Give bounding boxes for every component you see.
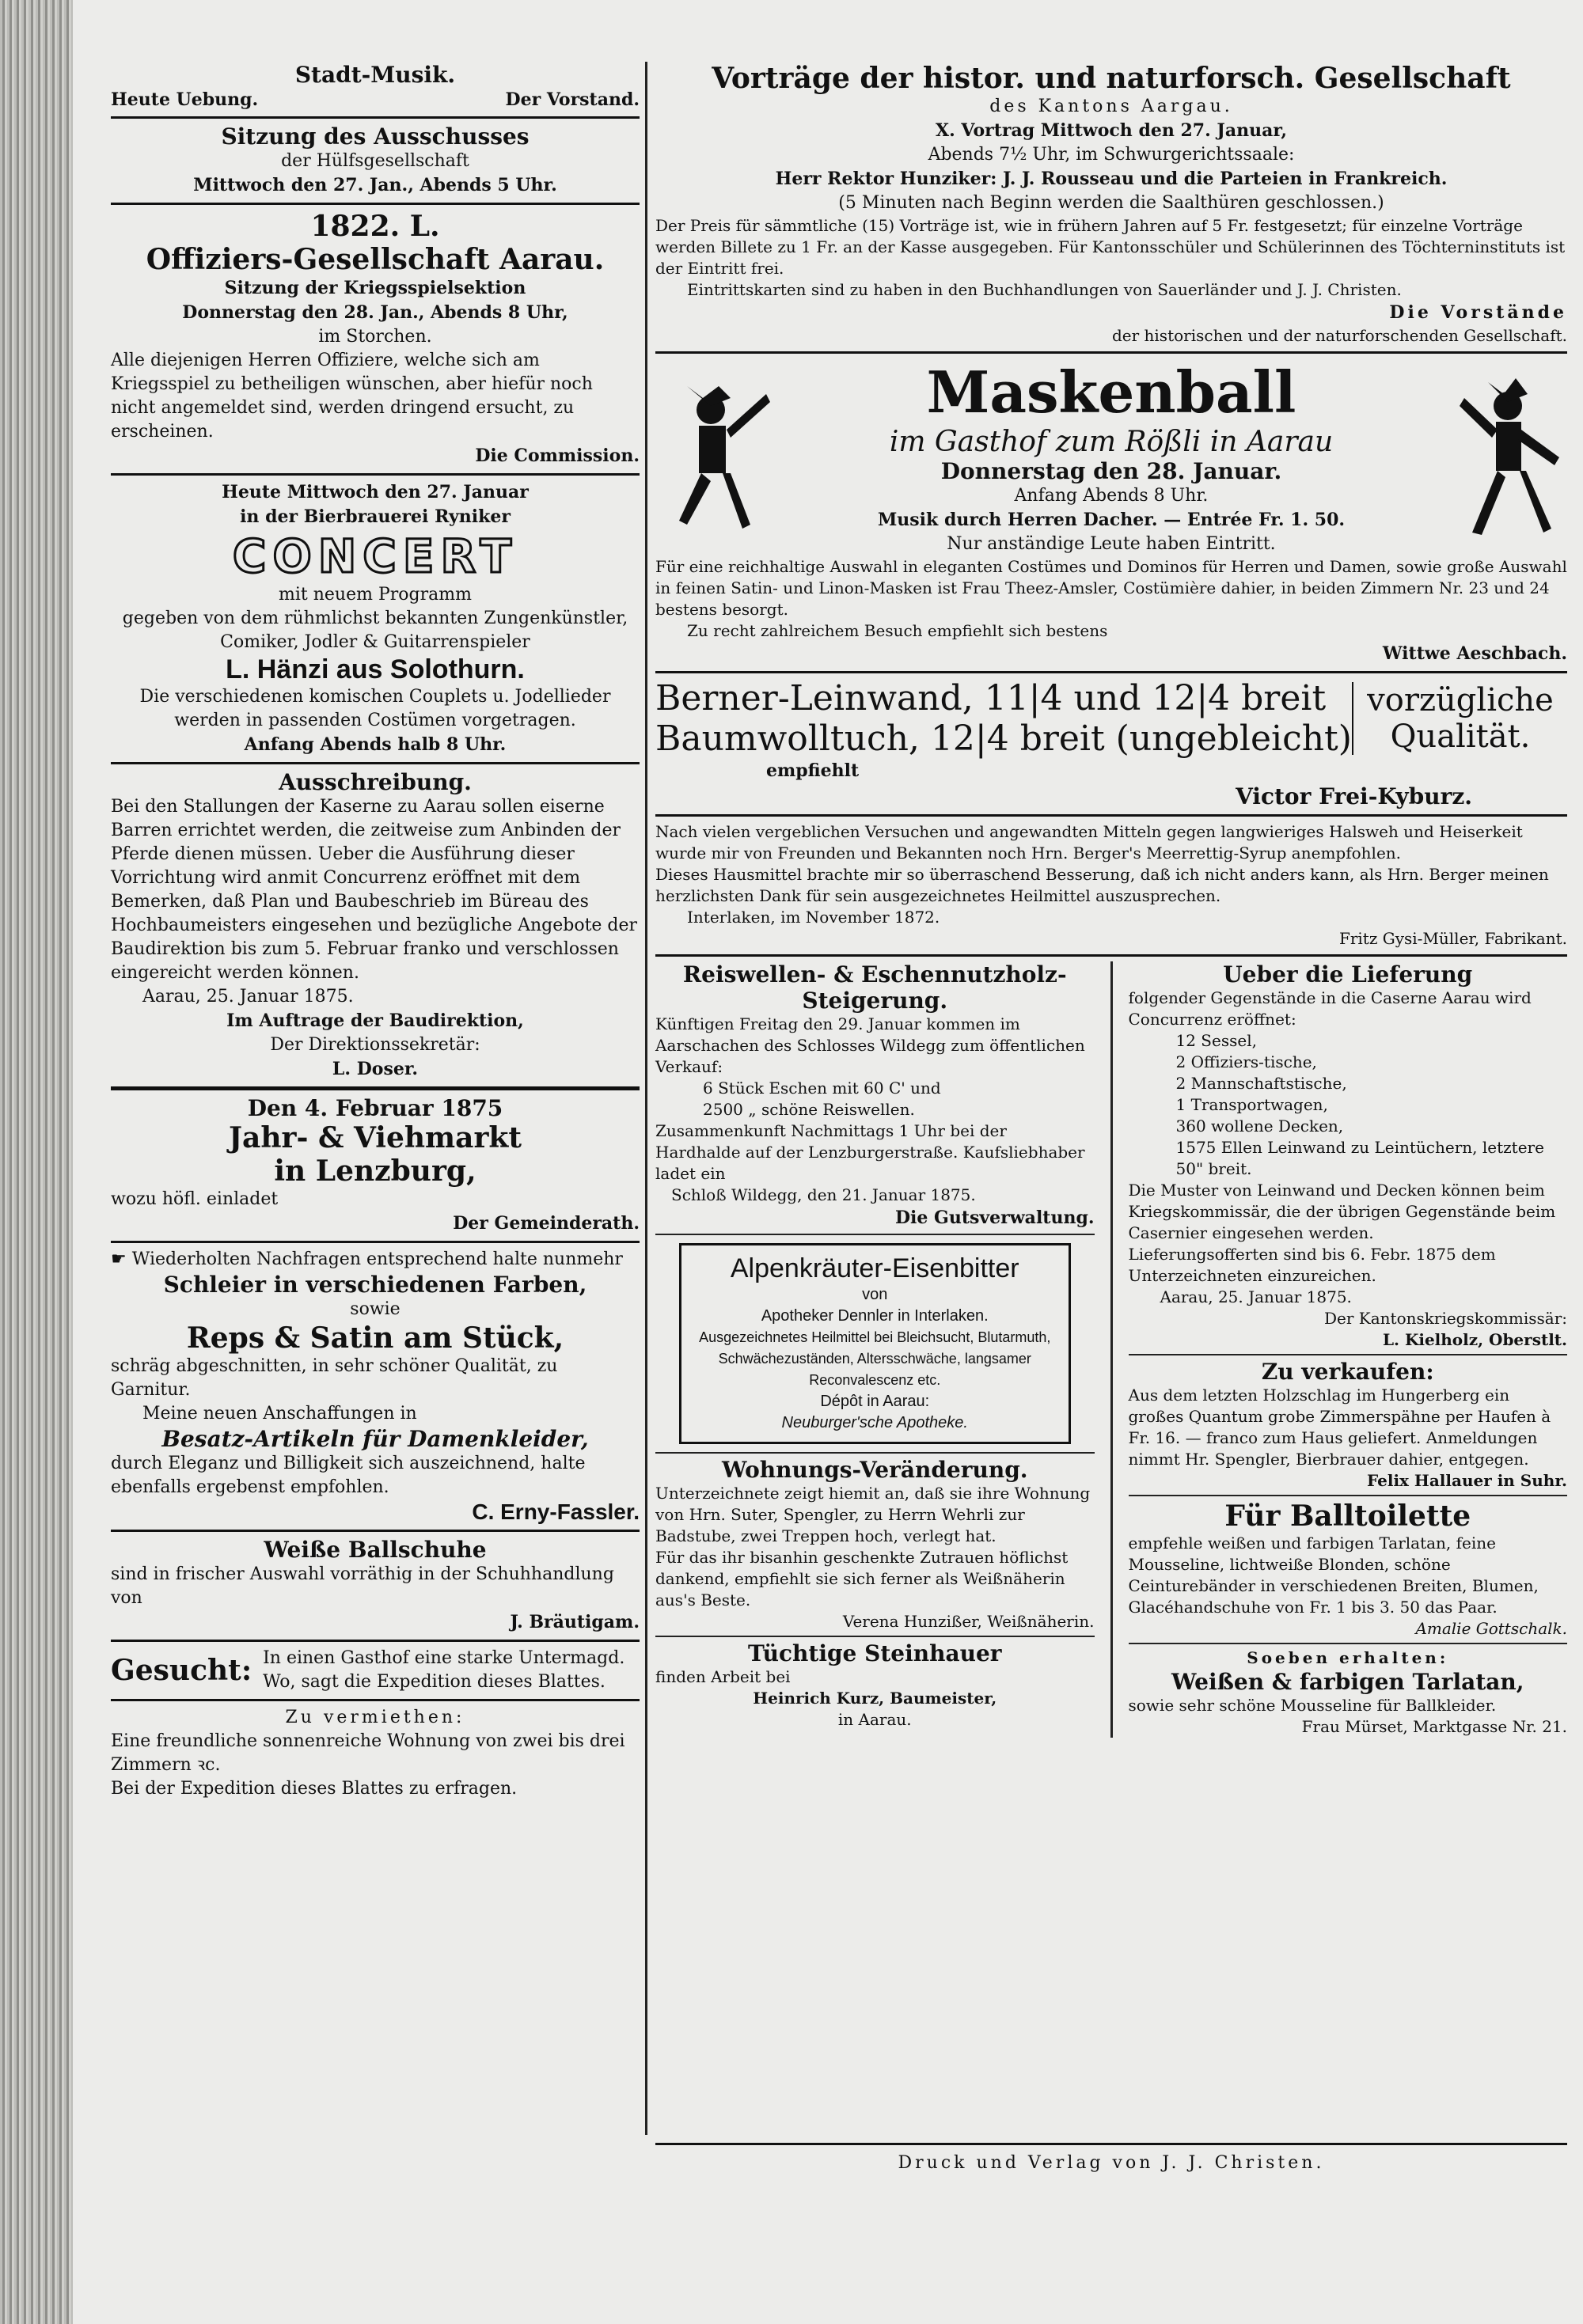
- ad-alpenkraeuter: [679, 1243, 1071, 1444]
- ad-date: Mittwoch den 27. Jan., Abends 5 Uhr.: [193, 175, 557, 195]
- ad-body: Künftigen Freitag den 29. Januar kommen im Aarschachen des Schlosses Wildegg zum öffentlichen Verkauf:: [655, 1014, 1085, 1076]
- ad-body: Alle diejenigen Herren Offiziere, welche sich am Kriegsspiel zu betheiligen wünschen, aber hiefür noch nicht angemeldet sind, werden dringend ersucht, zu erscheinen.: [111, 351, 593, 442]
- ad-body: Nach vielen vergeblichen Versuchen und angewandten Mitteln gegen langwieriges Halsweh und Heiserkeit wurde mir von Freunden und Bekannten noch Hrn. Berger's Meerrettig-Syrup anempfohlen.: [655, 822, 1523, 862]
- ad-leinwand: [655, 678, 1567, 809]
- ad-text: Der Kantonskriegskommissär:: [1324, 1309, 1567, 1328]
- ad-item: 2 Offiziers-tische,: [1175, 1052, 1317, 1071]
- ad-subtitle: Sitzung der Kriegsspielsektion: [224, 278, 526, 298]
- ad-body: Bei den Stallungen der Kaserne zu Aarau sollen eiserne Barren errichtet werden, die zeitweise zum Anbinden der Pferde dienen müssen. Ueber die Ausführung dieser Vorrichtung wird anmit Concurrenz eröffnet mit dem Bemerken, daß Plan und Baubeschrieb im Büreau des Hochbaumeisters eingesehen und bezügliche Angebote der Baudirektion bis zum 5. Februar franko und verschlossen eingereicht werden können.: [111, 797, 638, 983]
- ad-text: Dépôt in Aarau:: [820, 1393, 930, 1410]
- ad-sitzung: [111, 123, 640, 198]
- ad-title: Zu verkaufen:: [1261, 1359, 1434, 1385]
- ad-item: 360 wollene Decken,: [1175, 1117, 1344, 1135]
- ad-text: Abends 7½ Uhr, im Schwurgerichtssaale:: [928, 145, 1295, 165]
- ad-date: Den 4. Februar 1875: [247, 1095, 503, 1121]
- ad-stadt-musik: [111, 62, 640, 112]
- ad-text: durch Eleganz und Billigkeit sich auszeichnend, halte ebenfalls ergebenst empfohlen.: [111, 1454, 586, 1497]
- ad-text: schräg abgeschnitten, in sehr schöner Qualität, zu Garnitur.: [111, 1356, 558, 1400]
- ad-date: Interlaken, im November 1872.: [687, 908, 940, 927]
- ad-text: Bei der Expedition dieses Blattes zu erfragen.: [111, 1779, 518, 1799]
- ad-syrup: [655, 821, 1567, 950]
- ad-tarlatan: [1129, 1647, 1568, 1738]
- right-subcol-left: [655, 961, 1095, 1738]
- ad-text: Im Auftrage der Baudirektion,: [226, 1010, 524, 1031]
- subcolumn-divider: [1110, 961, 1113, 1738]
- ad-text: Heute Uebung.: [111, 89, 259, 110]
- ad-text: Neuburger'sche Apotheke.: [781, 1414, 968, 1431]
- ad-signature: J. Bräutigam.: [510, 1612, 640, 1632]
- ad-title: Zu vermiethen:: [285, 1708, 465, 1727]
- ad-title: Jahr- & Viehmarkt: [228, 1121, 522, 1154]
- ad-item: 2500 „ schöne Reiswellen.: [703, 1100, 915, 1119]
- ad-location: in der Bierbrauerei Ryniker: [240, 506, 511, 527]
- ad-signature: L. Doser.: [332, 1059, 419, 1079]
- ad-body: Der Preis für sämmtliche (15) Vorträge ist, wie in frühern Jahren auf 5 Fr. festgesetzt; für einzelne Vorträge werden Billete zu 1 Fr. an der Kasse ausgegeben. Für Kantonsschüler und Schülerinnen des Töchterninstituts ist der Eintritt frei.: [655, 216, 1566, 278]
- ad-title: Berner-Leinwand, 11|4 und 12|4 breit: [655, 678, 1327, 718]
- ad-subtitle: des Kantons Aargau.: [989, 97, 1233, 116]
- ad-location: in Aarau.: [837, 1710, 912, 1729]
- ad-vermiethen: [111, 1706, 640, 1801]
- ad-text: Wiederholten Nachfragen entsprechend halte nunmehr: [131, 1249, 623, 1269]
- ad-text: finden Arbeit bei: [655, 1667, 791, 1686]
- ad-title: Ausschreibung.: [279, 769, 472, 795]
- ad-text: Nur anständige Leute haben Eintritt.: [947, 534, 1276, 554]
- ad-balltoilette: [1129, 1499, 1568, 1640]
- ad-text: Musik durch Herren Dacher. — Entrée Fr. 1. 50.: [877, 510, 1346, 530]
- ad-time: Anfang Abends halb 8 Uhr.: [244, 734, 507, 755]
- ad-quality-note: vorzügliche Qualität.: [1352, 682, 1567, 755]
- ad-text: mit neuem Programm: [279, 585, 472, 605]
- ad-body: Die verschiedenen komischen Couplets u. Jodellieder werden in passenden Costümen vorgetragen.: [139, 687, 611, 730]
- ad-time: Anfang Abends 8 Uhr.: [1014, 486, 1209, 506]
- ad-text: Eintrittskarten sind zu haben in den Buchhandlungen von Sauerländer und J. J. Christen.: [687, 280, 1402, 299]
- performer-name: L. Hänzi aus Solothurn.: [226, 654, 525, 684]
- ad-date: X. Vortrag Mittwoch den 27. Januar,: [936, 120, 1287, 141]
- ad-location: in Lenzburg,: [274, 1154, 476, 1188]
- book-page-edges: [0, 0, 73, 2324]
- ad-text: Apotheker Dennler in Interlaken.: [761, 1307, 989, 1325]
- ad-item: 1 Transportwagen,: [1175, 1095, 1328, 1114]
- ad-title: Besatz-Artikeln für Damenkleider,: [161, 1426, 589, 1452]
- ad-offiziers: [111, 210, 640, 468]
- right-subcol-right: [1129, 961, 1568, 1738]
- ad-location: im Storchen.: [318, 327, 432, 347]
- ad-text: der Hülfsgesellschaft: [281, 151, 469, 171]
- imprint-footer: Druck und Verlag von J. J. Christen.: [655, 2143, 1567, 2173]
- ad-title: Sitzung des Ausschusses: [221, 123, 530, 150]
- ad-code: 1822. L.: [310, 210, 440, 243]
- ad-signature: Amalie Gottschalk.: [1415, 1619, 1567, 1638]
- ad-body: Für eine reichhaltige Auswahl in eleganten Costümes und Dominos für Herren und Damen, sowie große Auswahl in feinen Satin- und Linon-Masken ist Frau Theez-Amsler, Costümière dahier, in beiden Zimmern Nr. 23 und 24 bestens besorgt.: [655, 557, 1567, 619]
- ad-signature: Victor Frei-Kyburz.: [1236, 783, 1472, 809]
- ad-verkaufen: [1129, 1359, 1568, 1492]
- ad-signature: Die Commission.: [475, 445, 640, 466]
- ad-vortraege: [655, 62, 1567, 347]
- ad-body: sowie sehr schöne Mousseline für Ballkleider.: [1128, 1696, 1497, 1715]
- ad-wohnung: [655, 1457, 1095, 1632]
- ad-steinhauer: [655, 1640, 1095, 1731]
- ad-reiswellen: [655, 961, 1095, 1230]
- ad-text: empfiehlt: [766, 760, 860, 781]
- ad-title: Maskenball: [926, 358, 1296, 426]
- right-subcolumns: [655, 961, 1567, 1738]
- ad-date: Donnerstag den 28. Januar.: [940, 458, 1282, 484]
- ad-text: sowie: [350, 1299, 400, 1319]
- ad-title: Weiße Ballschuhe: [264, 1537, 487, 1563]
- ad-signature: Der Vorstand.: [505, 89, 640, 110]
- ad-body: Die Muster von Leinwand und Decken können beim Kriegskommissär, die der übrigen Gegenstände beim Casernier eingesehen werden.: [1128, 1181, 1556, 1242]
- ad-body: Unterzeichnete zeigt hiemit an, daß sie ihre Wohnung von Hrn. Suter, Spengler, zu Herrn Wehrli zur Badstube, zwei Treppen hoch, verlegt hat.: [655, 1484, 1091, 1545]
- ad-text: von: [862, 1286, 888, 1303]
- jester-dancing-illustration: [1448, 362, 1567, 552]
- ad-title: Weißen & farbigen Tarlatan,: [1171, 1669, 1524, 1695]
- ad-date: Schloß Wildegg, den 21. Januar 1875.: [671, 1185, 976, 1204]
- ad-title: Alpenkräuter-Eisenbitter: [730, 1253, 1019, 1283]
- ad-location: im Gasthof zum Rößli in Aarau: [889, 426, 1334, 458]
- ad-signature: C. Erny-Fassler.: [472, 1499, 640, 1524]
- ad-gesucht: [111, 1647, 640, 1694]
- ad-item: 2 Mannschaftstische,: [1175, 1074, 1347, 1093]
- ad-signature-sub: der historischen und der naturforschenden Gesellschaft.: [1111, 326, 1567, 345]
- ad-body: Eine freundliche sonnenreiche Wohnung von zwei bis drei Zimmern ꝛc.: [111, 1731, 625, 1775]
- ad-text: Zu recht zahlreichem Besuch empfiehlt sich bestens: [687, 621, 1108, 640]
- ad-body: Dieses Hausmittel brachte mir so überraschend Besserung, daß ich nicht anders kann, als Hrn. Berger meinen herzlichsten Dank für sein ausgezeichnetes Heilmittel auszusprechen.: [655, 865, 1549, 905]
- ad-item: 1575 Ellen Leinwand zu Leintüchern, letztere 50" breit.: [1175, 1138, 1544, 1178]
- ad-text: Meine neuen Anschaffungen in: [142, 1404, 417, 1424]
- ad-signature: Wittwe Aeschbach.: [1382, 643, 1567, 664]
- ad-signature: Verena Hunzißer, Weißnäherin.: [842, 1612, 1095, 1631]
- ad-text: wozu höfl. einladet: [111, 1189, 279, 1209]
- ad-title: Schleier in verschiedenen Farben,: [163, 1272, 587, 1298]
- ad-signature: Die Gutsverwaltung.: [894, 1207, 1095, 1228]
- ad-date: Heute Mittwoch den 27. Januar: [222, 482, 529, 502]
- ad-signature: Die Vorstände: [1389, 302, 1567, 323]
- ad-signature: Felix Hallauer in Suhr.: [1367, 1471, 1567, 1490]
- right-column: [655, 62, 1567, 1738]
- ad-title: Für Balltoilette: [1224, 1499, 1471, 1533]
- ad-title: Ueber die Lieferung: [1223, 961, 1473, 988]
- pointing-hand-icon: ☛: [111, 1249, 132, 1269]
- ad-title: Reiswellen- & Eschennutzholz-Steigerung.: [682, 961, 1067, 1014]
- ad-item: 6 Stück Eschen mit 60 C' und: [703, 1079, 941, 1098]
- ad-title: CONCERT: [232, 529, 518, 583]
- ad-text: Soeben erhalten:: [1247, 1648, 1449, 1667]
- ad-body: sind in frischer Auswahl vorräthig in der Schuhhandlung von: [111, 1564, 614, 1608]
- column-divider: [645, 62, 647, 2135]
- ad-signature: Heinrich Kurz, Baumeister,: [753, 1689, 997, 1708]
- ad-body: In einen Gasthof eine starke Untermagd. Wo, sagt die Expedition dieses Blattes.: [263, 1648, 625, 1692]
- ad-text: (5 Minuten nach Beginn werden die Saalthüren geschlossen.): [838, 193, 1384, 213]
- ad-body: Aus dem letzten Holzschlag im Hungerberg ein großes Quantum grobe Zimmerspähne per Haufen à Fr. 16. — franco zum Haus geliefert. Anmeldungen nimmt Hr. Spengler, Bierbrauer dahier, entgegen.: [1128, 1386, 1551, 1469]
- ad-speaker: Herr Rektor Hunziker: J. J. Rousseau und die Parteien in Frankreich.: [775, 169, 1448, 189]
- ad-body: empfehle weißen und farbigen Tarlatan, feine Mousseline, lichtweiße Blonden, schöne Ceinturebänder in verschiedenen Breiten, Blumen, Glacéhandschuhe von Fr. 1 bis 3. 50 das Paar.: [1128, 1534, 1539, 1617]
- ad-date: Donnerstag den 28. Jan., Abends 8 Uhr,: [182, 302, 568, 323]
- ad-body: Ausgezeichnetes Heilmittel bei Bleichsucht, Blutarmuth, Schwächezuständen, Altersschwäche, langsamer Reconvalescenz etc.: [699, 1329, 1051, 1388]
- ad-title: Baumwolltuch, 12|4 breit (ungebleicht): [655, 718, 1352, 759]
- ad-signature: Fritz Gysi-Müller, Fabrikant.: [1338, 929, 1567, 948]
- ad-body: Lieferungsofferten sind bis 6. Febr. 1875 dem Unterzeichneten einzureichen.: [1128, 1245, 1496, 1285]
- ad-title: Stadt-Musik.: [294, 62, 456, 88]
- ad-title: Tüchtige Steinhauer: [747, 1640, 1002, 1666]
- ad-body: Zusammenkunft Nachmittags 1 Uhr bei der Hardhalde auf der Lenzburgerstraße. Kaufsliebhaber ladet ein: [655, 1121, 1085, 1183]
- ad-signature: Der Gemeinderath.: [453, 1213, 640, 1234]
- ad-signature: L. Kielholz, Oberstlt.: [1382, 1330, 1567, 1349]
- ad-lieferung: [1129, 961, 1568, 1351]
- ad-text: Der Direktionssekretär:: [270, 1035, 480, 1055]
- ad-date: Aarau, 25. Januar 1875.: [142, 987, 354, 1007]
- ad-schleier: [111, 1248, 640, 1525]
- ad-date: Aarau, 25. Januar 1875.: [1160, 1287, 1352, 1306]
- ad-maskenball: [655, 358, 1567, 666]
- ad-body: folgender Gegenstände in die Caserne Aarau wird Concurrenz eröffnet:: [1128, 988, 1532, 1029]
- ad-title: Offiziers-Gesellschaft Aarau.: [146, 243, 605, 276]
- ad-text: gegeben von dem rühmlichst bekannten Zungenkünstler, Comiker, Jodler & Guitarrenspieler: [122, 608, 628, 652]
- ad-title: Reps & Satin am Stück,: [186, 1321, 564, 1355]
- left-column: [111, 62, 640, 1801]
- ad-title: Wohnungs-Veränderung.: [721, 1457, 1028, 1483]
- ad-item: 12 Sessel,: [1175, 1031, 1257, 1050]
- ad-body: Für das ihr bisanhin geschenkte Zutrauen höflichst dankend, empfiehlt sie sich ferner als Weißnäherin aus's Beste.: [655, 1548, 1069, 1609]
- ad-signature: Frau Mürset, Marktgasse Nr. 21.: [1301, 1717, 1567, 1736]
- ad-concert: [111, 480, 640, 757]
- jester-trumpet-illustration: [655, 362, 774, 552]
- ad-ballschuhe: [111, 1537, 640, 1635]
- ad-title: Vorträge der histor. und naturforsch. Gesellschaft: [712, 62, 1511, 95]
- ad-markt: [111, 1095, 640, 1236]
- ad-title: Gesucht:: [111, 1654, 252, 1687]
- ad-ausschreibung: [111, 769, 640, 1082]
